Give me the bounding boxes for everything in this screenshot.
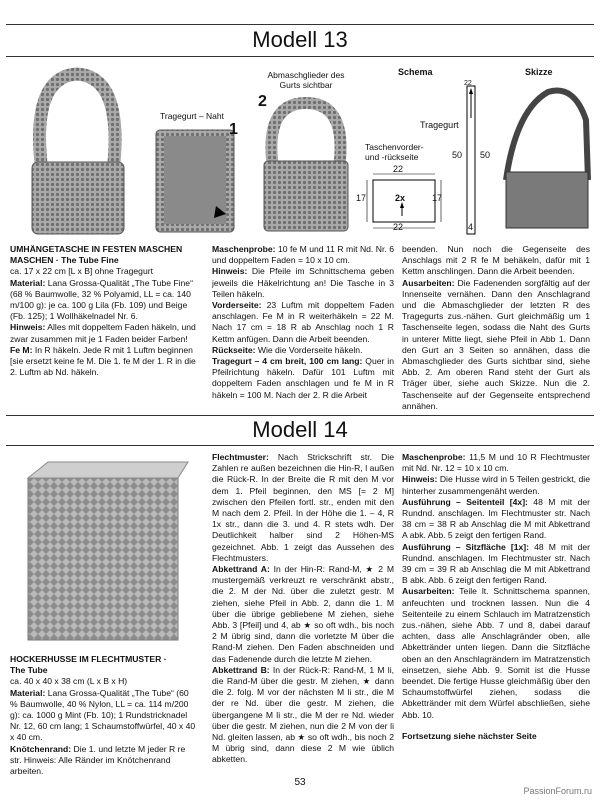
m13-c2-p3: Rückseite: Wie die Vorderseite häkeln. xyxy=(212,344,363,355)
m13-sub: The Tube Fine xyxy=(61,255,119,266)
title14-rule-bottom xyxy=(6,445,594,446)
dim-17-left: 17 xyxy=(356,193,367,203)
m13-c2-p4: Tragegurt – 4 cm breit, 100 cm lang: Quer in Pfeilrichtung häkeln. Dafür 101 Luftm mit doppeltem Faden anschlagen und fe M in R häkeln = 100 M. Nach der 2. R die Arbeit xyxy=(212,356,394,400)
m13-material-label: Material: xyxy=(10,277,46,288)
m14-c2-p2: Abkettrand B: In der Rück-R: Rand-M, 1 M li, die Rand-M über die gestr. M ziehen, ★ dann die 2. folg. M vor der nächsten M li str., die M der re Nd. über die gestr. M ziehen, die übergangene M li str., die M der re Nd. wieder über die gestr. M ziehen, nun die 2 M von der li Nd. gleiten lassen, ab ★ so oft wdh., bis noch 2 M übrig sind, dann diese 2 M wie üblich abketten. xyxy=(212,664,394,765)
label-abmaschglieder: Abmaschglieder des Gurts sichtbar xyxy=(267,70,345,90)
m13-heading: UMHÄNGETASCHE IN FESTEN MASCHEN xyxy=(10,244,183,254)
schema-label: Schema xyxy=(398,67,433,77)
dim-50-left: 50 xyxy=(452,150,463,160)
dim-50-right: 50 xyxy=(480,150,491,160)
schema-label-tragegurt: Tragegurt xyxy=(420,120,459,130)
title-modell-13: Modell 13 xyxy=(252,27,348,52)
m14-knot-text: Die 1. und letzte M jeder R re str. Hinweis: Alle Ränder im Knötchenrand arbeiten. xyxy=(10,743,186,777)
schema-num-22: 22 xyxy=(464,80,472,87)
m13-col1 xyxy=(10,244,198,378)
bag-photo-abb1 xyxy=(150,122,242,238)
abb2-number: 2 xyxy=(258,93,267,110)
dim-22-top: 22 xyxy=(393,164,404,174)
dim-2x: 2x xyxy=(395,193,406,203)
m14-sub: The Tube xyxy=(10,665,48,676)
m13-material-text: Lana Grossa-Qualität „The Tube Fine“ (68 % Baumwolle, 32 % Polyamid, LL = ca. 140 m/100 g): je ca. 100 g Lila (Fb. 109) und Beige (Fb. 125); 1 Wollhäkelnadel Nr. 6. xyxy=(10,277,193,322)
m13-c3-p0: beenden. Nun noch die Gegenseite des Anschlags mit 2 R fe M behäkeln, dafür mit 1 Kettm anschlingen. Dann die Arbeit beenden. xyxy=(402,244,590,277)
dim-4: 4 xyxy=(468,222,474,232)
m13-c2-p1: Hinweis: Die Pfeile im Schnittschema geben jeweils die Häkelrichtung an! Die Tasche in 3 Teilen häkeln. xyxy=(212,266,394,299)
schema-label-taschen: Taschenvorder- und -rückseite xyxy=(365,142,424,162)
m14-col1 xyxy=(10,654,198,777)
bag-photo-abb2 xyxy=(252,95,360,237)
m14-c3-p4: Ausarbeiten: Teile lt. Schnittschema spannen, anfeuchten und trocknen lassen. Nun die 4 Seitenteile zu einem Schlauch im Matratzenstich zus.-nähen, siehe Abb. 7 und 8, dabei darauf achten, dass alle Anschlagränder oben, alle Abkettränder unten liegen. Dann die Sitzfläche oben an den Anschlagrändern im Matratzenstich einsetzen, siehe Abb. 9. Somit ist die Husse beendet. Die fertige Husse gleichmäßig über den Schaumstoffwürfel ziehen, sodass die Abkettränder mit dem Würfel abschließen, siehe Abb. 10. xyxy=(402,586,590,720)
m14-col3 xyxy=(402,452,590,742)
page-number: 53 xyxy=(294,777,306,788)
bag-photo-main xyxy=(10,62,145,240)
m13-hinweis-text: Alles mit doppeltem Faden häkeln, und zwar zusammen mit je 1 Faden beider Farben! xyxy=(10,322,196,344)
abb1-number: 1 xyxy=(229,121,238,138)
label-tragegurt-naht: Tragegurt – Naht xyxy=(160,111,224,121)
m14-c3-p3: Ausführung – Sitzfläche [1x]: 48 M mit der Rundnd. anschlagen. Im Flechtmuster str. Nach 39 cm = 39 R ab Anschlag die M mit Abkettrand B abk. Abb. 6 zeigt den fertigen Rand. xyxy=(402,541,590,586)
title-modell-14: Modell 14 xyxy=(252,417,348,442)
title13-rule xyxy=(6,56,594,57)
m13-hinweis-label: Hinweis: xyxy=(10,322,46,333)
m13-col2 xyxy=(212,244,394,401)
dim-17-right: 17 xyxy=(432,193,443,203)
m14-c3-p0: Maschenprobe: 11,5 M und 10 R Flechtmuster mit Nd. Nr. 12 = 10 x 10 cm. xyxy=(402,452,590,474)
title14-rule-top xyxy=(6,415,594,416)
m13-c2-p0: Maschenprobe: 10 fe M und 11 R mit Nd. Nr. 6 und doppeltem Faden = 10 x 10 cm. xyxy=(212,244,394,266)
m14-material-label: Material: xyxy=(10,687,46,698)
m14-knot-label: Knötchenrand: xyxy=(10,743,72,754)
dim-22-bottom: 22 xyxy=(393,222,404,232)
m14-c2-p0: Flechtmuster: Nach Strickschrift str. Die Zahlen re außen bezeichnen die Hin-R, l außen die Rück-R. In der Breite die R mit den M vor dem 1. Pfeil beginnen, den MS [= 2 M] zwischen den Pfeilen fortl. str., enden mit den M nach dem 2. Pfeil. In der Höhe die 1. – 4, R 1x str., dann die 3. und 4. R stets wdh. Der Deutlichkeit halber sind 2 Höhen-MS gezeichnet. Abb. 1 zeigt das Aussehen des Flechtmusters. xyxy=(212,452,394,563)
m13-col3 xyxy=(402,244,590,412)
skizze-drawing xyxy=(496,80,596,235)
skizze-label: Skizze xyxy=(525,67,553,77)
m13-fem-text: In R häkeln. Jede R mit 1 Luftm beginnen [sie ersetzt keine fe M. Die 1. fe M der 1. R in die 2. Luftm ab Nd. häkeln. xyxy=(10,344,196,378)
m14-c3-p1: Hinweis: Die Husse wird in 5 Teilen gestrickt, die hinterher zusammengenäht werden. xyxy=(402,474,590,496)
top-rule xyxy=(6,24,594,25)
m14-c3-p2: Ausführung – Seitenteil [4x]: 48 M mit der Rundnd. anschlagen. Im Flechtmuster str. Nach 38 cm = 38 R ab Anschlag die M mit Abkettrand A abk. Abb. 5 zeigt den fertigen Rand. xyxy=(402,496,590,541)
m14-c2-p1: Abkettrand A: In der Hin-R: Rand-M, ★ 2 M mustergemäß verkreuzt re verschränkt abstr., die 2. M der Nd. über die zuletzt gestr. M ziehen, siehe Pfeil in Abb. 2, dann die 1. M über die übrige gebliebene M ziehen, siehe Abb. 3 [Pfeil] und 4, ab ★ so oft wdh., bis noch 2 M übrig sind, dann die vorletzte M über die Rand-M ziehen. Den Faden abschneiden und das Fadenende durch die letzte M ziehen. xyxy=(212,564,394,664)
m14-col2 xyxy=(212,452,394,766)
m13-subtitle: MASCHEN · The Tube Fine xyxy=(10,255,119,266)
cube-photo xyxy=(18,458,190,648)
m14-size: ca. 40 x 40 x 38 cm (L x B x H) xyxy=(10,676,128,687)
m14-heading: HOCKERHUSSE IM FLECHTMUSTER · xyxy=(10,654,167,664)
m13-c3-p1: Ausarbeiten: Die Fadenenden sorgfältig auf der Innenseite vernähen. Dann den Anschlagrand und die Abmaschglieder der letzten R des Tragegurts zus.-nähen. Gurt gleichmäßig um 1 Taschenseite legen, sodass die Naht des Gurts in unterer Mitte liegt, siehe Pfeil in Abb 1. Dann den Gurt an 3 Seiten so annähen, dass die Abmaschglieder des Gurts sichtbar sind, siehe Abb. 2. Am oberen Rand steht der Gurt als Träger über, siehe auch Skizze. Nun die 2. Taschenseite auf der Gegenseite entsprechend annähen. xyxy=(402,277,590,411)
m14-fortsetzung: Fortsetzung siehe nächster Seite xyxy=(402,730,537,741)
watermark: PassionForum.ru xyxy=(523,786,592,796)
m13-c2-p2: Vorderseite: 23 Luftm mit doppeltem Faden anschlagen. Fe M in R weiterhäkeln = 22 M. Nach 17 cm = 18 R ab Anschlag noch 1 R Kettm anfügen. Dann die Arbeit beenden. xyxy=(212,300,394,344)
m13-fem-label: Fe M: xyxy=(10,344,33,355)
m14-material-text: Lana Grossa-Qualität „The Tube“ (60 % Baumwolle, 40 % Nylon, LL = ca. 114 m/200 g): ca. 1000 g Mint (Fb. 10); 1 Rundstricknadel Nr. 12, 60 cm lang; 1 Schaumstoffwürfel, 40 x 40 x 40 cm. xyxy=(10,687,196,743)
m13-size: ca. 17 x 22 cm [L x B] ohne Tragegurt xyxy=(10,266,153,277)
